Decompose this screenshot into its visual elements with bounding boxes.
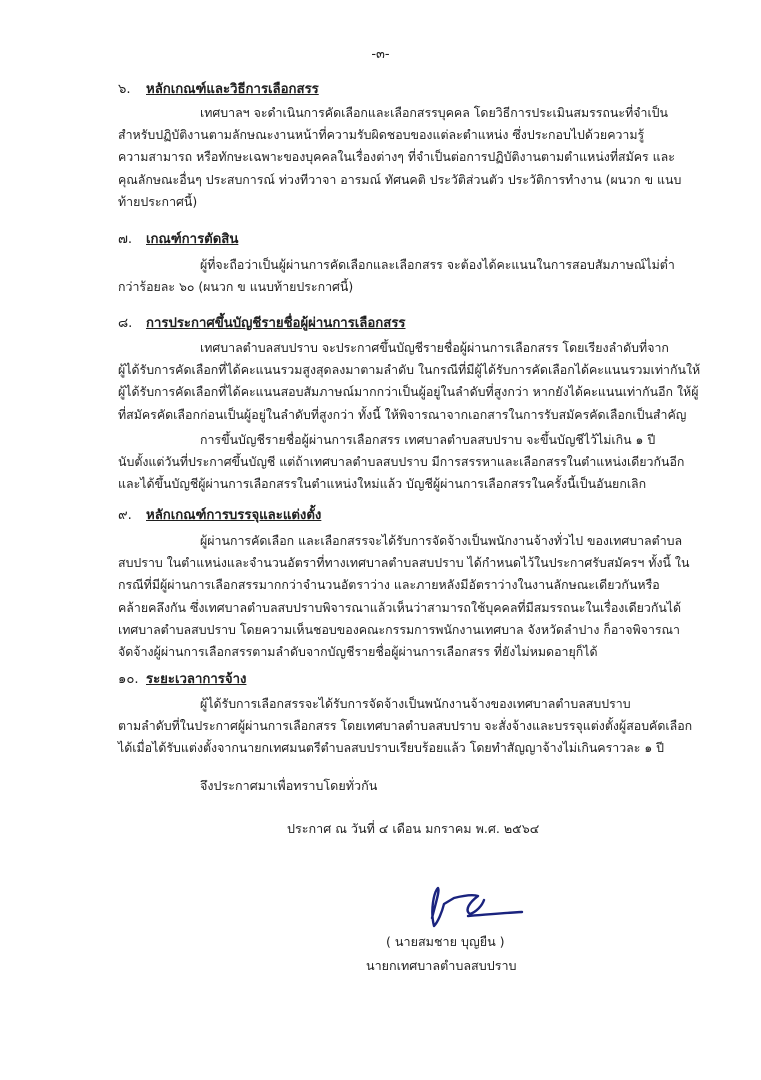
closing-statement: จึงประกาศมาเพื่อทราบโดยทั่วกัน (200, 778, 378, 793)
paragraph-line: ความสามารถ หรือทักษะเฉพาะของบุคคลในเรื่องต่างๆ ที่จำเป็นต่อการปฏิบัติงานตามตำแหน่งที่สมัคร และ (118, 149, 675, 165)
section-title: หลักเกณฑ์และวิธีการเลือกสรร (146, 82, 319, 97)
paragraph-line: สำหรับปฏิบัติงานตามลักษณะงานหน้าที่ความรับผิดชอบของแต่ละตำแหน่ง ซึ่งประกอบไปด้วยความรู้ (118, 127, 645, 143)
section-heading (118, 228, 708, 252)
section-heading (118, 78, 708, 102)
section-number: ๑๐. (118, 672, 139, 687)
paragraph-line: คล้ายคลึงกัน ซึ่งเทศบาลตำบลสบปราบพิจารณาแล้วเห็นว่าสามารถใช้บุคคลที่มีสมรรถนะในเรื่องเดียวกันได้ (118, 599, 682, 615)
section-9-paragraph (118, 530, 708, 663)
section-title: ระยะเวลาการจ้าง (146, 672, 247, 687)
section-title: การประกาศขึ้นบัญชีรายชื่อผู้ผ่านการเลือกสรร (146, 316, 406, 331)
section-title: หลักเกณฑ์การบรรจุและแต่งตั้ง (146, 508, 322, 523)
section-6 (118, 78, 708, 102)
paragraph-line: ผู้ผ่านการคัดเลือก และเลือกสรรจะได้รับการจัดจ้างเป็นพนักงานจ้างทั่วไป ของเทศบาลตำบล (200, 533, 683, 548)
signer-title: นายกเทศบาลตำบลสบปราบ (366, 958, 517, 973)
paragraph-line: ผู้ได้รับการคัดเลือกที่ได้คะแนนสอบสัมภาษณ์มากกว่าเป็นผู้อยู่ในลำดับที่สูงกว่า หากยังได้คะแนนเท่ากันอีก ให้ผู้ (118, 384, 699, 400)
paragraph-line: ท้ายประกาศนี้) (118, 193, 198, 209)
paragraph-line: และได้ขึ้นบัญชีผู้ผ่านการเลือกสรรในตำแหน่งใหม่แล้ว บัญชีผู้ผ่านการเลือกสรรในครั้งนี้เป็นอันยกเลิก (118, 476, 647, 492)
section-7 (118, 228, 708, 252)
paragraph-line: ที่สมัครคัดเลือกก่อนเป็นผู้อยู่ในลำดับที่สูงกว่า ทั้งนี้ ให้พิจารณาจากเอกสารในการรับสมัครคัดเลือกเป็นสำคัญ (118, 406, 687, 422)
section-7-paragraph (118, 254, 708, 298)
signer-name: ( นายสมชาย บุญยืน ) (386, 934, 505, 949)
section-heading (118, 312, 708, 336)
paragraph-line: ตามลำดับที่ในประกาศผู้ผ่านการเลือกสรร โดยเทศบาลตำบลสบปราบ จะสั่งจ้างและบรรจุแต่งตั้งผู้สอบคัดเลือก (118, 718, 693, 734)
section-9 (118, 504, 708, 528)
paragraph-line: ได้เมื่อได้รับแต่งตั้งจากนายกเทศมนตรีตำบลสบปราบเรียบร้อยแล้ว โดยทำสัญญาจ้างไม่เกินคราวละ ๑ ปี (118, 740, 665, 756)
page-number: -๓- (371, 47, 390, 62)
paragraph-line: การขึ้นบัญชีรายชื่อผู้ผ่านการเลือกสรร เทศบาลตำบลสบปราบ จะขึ้นบัญชีไว้ไม่เกิน ๑ ปี (200, 432, 656, 447)
section-8 (118, 312, 708, 336)
section-10 (118, 668, 708, 692)
paragraph-line: นับตั้งแต่วันที่ประกาศขึ้นบัญชี แต่ถ้าเทศบาลตำบลสบปราบ มีการสรรหาและเลือกสรรในตำแหน่งเดียวกันอีก (118, 454, 685, 470)
paragraph-line: เทศบาลฯ จะดำเนินการคัดเลือกและเลือกสรรบุคคล โดยวิธีการประเมินสมรรถนะที่จำเป็น (200, 105, 669, 120)
section-number: ๙. (118, 508, 132, 523)
section-number: ๗. (118, 232, 133, 247)
paragraph-line: คุณลักษณะอื่นๆ ประสบการณ์ ท่วงทีวาจา อารมณ์ ทัศนคติ ประวัติส่วนตัว ประวัติการทำงาน (ผนวก ข แนบ (118, 171, 682, 187)
section-10-paragraph (118, 693, 708, 760)
section-heading (118, 504, 708, 528)
paragraph-line: สบปราบ ในตำแหน่งและจำนวนอัตราที่ทางเทศบาลตำบลสบปราบ ได้กำหนดไว้ในประกาศรับสมัครฯ ทั้งนี้ ใน (118, 555, 690, 571)
section-8-paragraph-2 (118, 429, 708, 496)
section-number: ๖. (118, 82, 131, 97)
paragraph-line: เทศบาลตำบลสบปราบ จะประกาศขึ้นบัญชีรายชื่อผู้ผ่านการเลือกสรร โดยเรียงลำดับที่จาก (200, 340, 669, 355)
section-heading (118, 668, 708, 692)
paragraph-line: ผู้ที่จะถือว่าเป็นผู้ผ่านการคัดเลือกและเลือกสรร จะต้องได้คะแนนในการสอบสัมภาษณ์ไม่ต่ำ (200, 257, 675, 272)
paragraph-line: กว่าร้อยละ ๖๐ (ผนวก ข แนบท้ายประกาศนี้) (118, 279, 354, 295)
paragraph-line: เทศบาลตำบลสบปราบ โดยความเห็นชอบของคณะกรรมการพนักงานเทศบาล จังหวัดลำปาง ก็อาจพิจารณา (118, 621, 681, 637)
paragraph-line: กรณีที่มีผู้ผ่านการเลือกสรรมากกว่าจำนวนอัตราว่าง และภายหลังมีอัตราว่างในงานลักษณะเดียวกันหรือ (118, 577, 660, 593)
signature-image (418, 882, 528, 932)
announcement-date: ประกาศ ณ วันที่ ๔ เดือน มกราคม พ.ศ. ๒๕๖๔ (287, 821, 540, 836)
section-8-paragraph-1 (118, 337, 708, 426)
section-number: ๘. (118, 316, 133, 331)
paragraph-line: ผู้ได้รับการคัดเลือกที่ได้คะแนนรวมสูงสุดลงมาตามลำดับ ในกรณีที่มีผู้ได้รับการคัดเลือกได้คะแนนรวมเท่ากันให้ (118, 362, 701, 378)
section-6-paragraph (118, 102, 708, 213)
paragraph-line: ผู้ได้รับการเลือกสรรจะได้รับการจัดจ้างเป็นพนักงานจ้างของเทศบาลตำบลสบปราบ (200, 696, 631, 711)
section-title: เกณฑ์การตัดสิน (146, 232, 239, 247)
paragraph-line: จัดจ้างผู้ผ่านการเลือกสรรตามลำดับจากบัญชีรายชื่อผู้ผ่านการเลือกสรร ที่ยังไม่หมดอายุก็ได้ (118, 644, 598, 660)
